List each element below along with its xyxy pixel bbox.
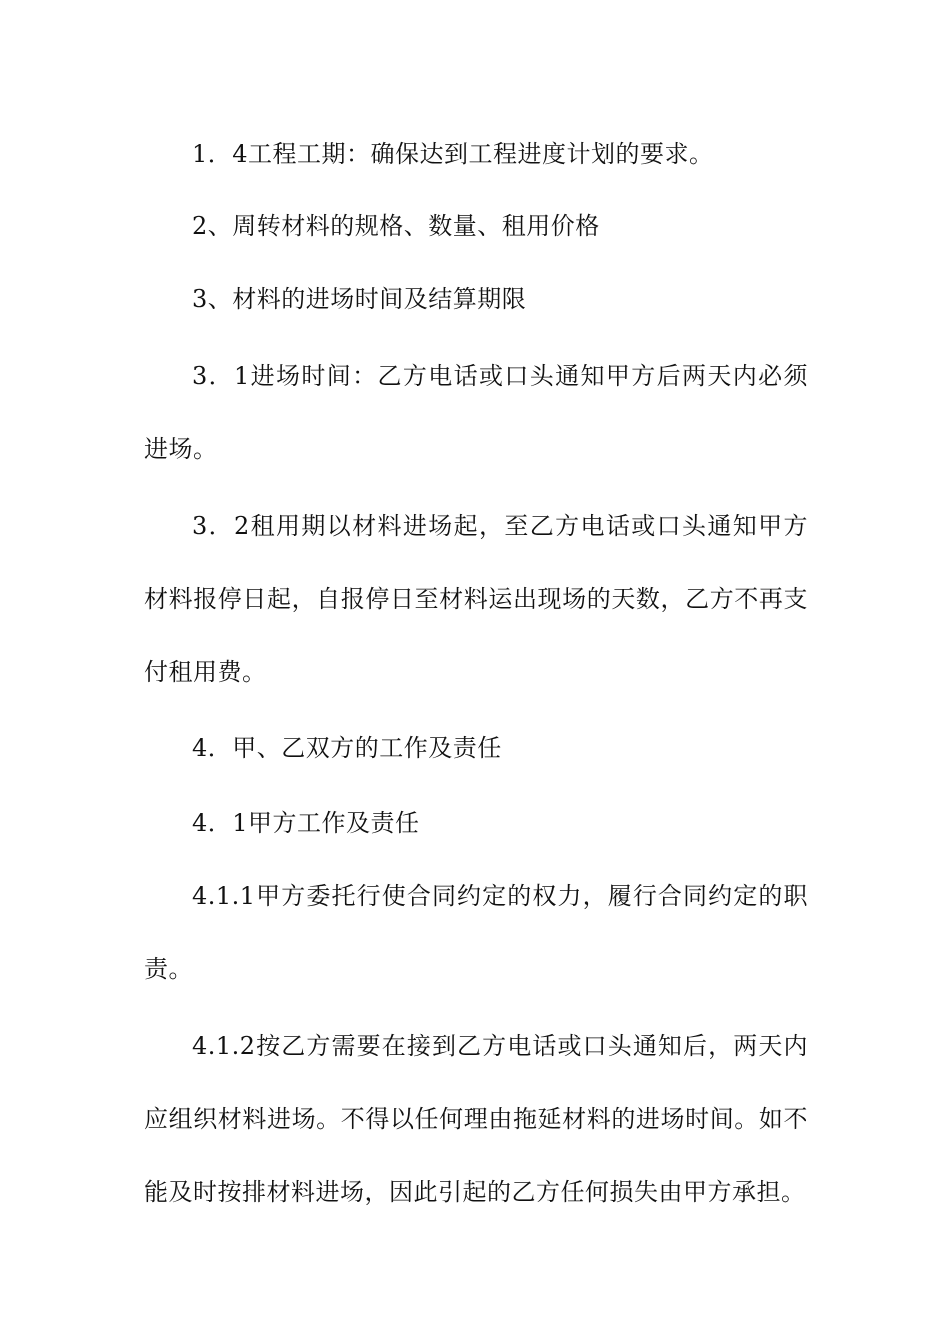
paragraph-3-entry-settlement: 3、材料的进场时间及结算期限 [192,285,527,313]
paragraph-3-2-rental-period: 3．2租用期以材料进场起，至乙方电话或口头通知甲方材料报停日起，自报停日至材料运出现场的天数，乙方不再支付租用费。 [144,512,808,686]
paragraph-4-1-2: 4.1.2按乙方需要在接到乙方电话或口头通知后，两天内应组织材料进场。不得以任何理由拖延材料的进场时间。如不能及时按排材料进场，因此引起的乙方任何损失由甲方承担。 [144,1032,808,1206]
paragraph-4-1-party-a-duties: 4．1甲方工作及责任 [192,809,420,837]
paragraph-1-4-duration: 1．4工程工期：确保达到工程进度计划的要求。 [192,140,714,168]
paragraph-4-duties: 4．甲、乙双方的工作及责任 [192,734,502,762]
paragraph-2-material-specs: 2、周转材料的规格、数量、租用价格 [192,212,600,240]
paragraph-3-1-entry-time: 3．1进场时间：乙方电话或口头通知甲方后两天内必须进场。 [144,362,808,463]
paragraph-4-1-1: 4.1.1甲方委托行使合同约定的权力，履行合同约定的职责。 [144,882,808,983]
